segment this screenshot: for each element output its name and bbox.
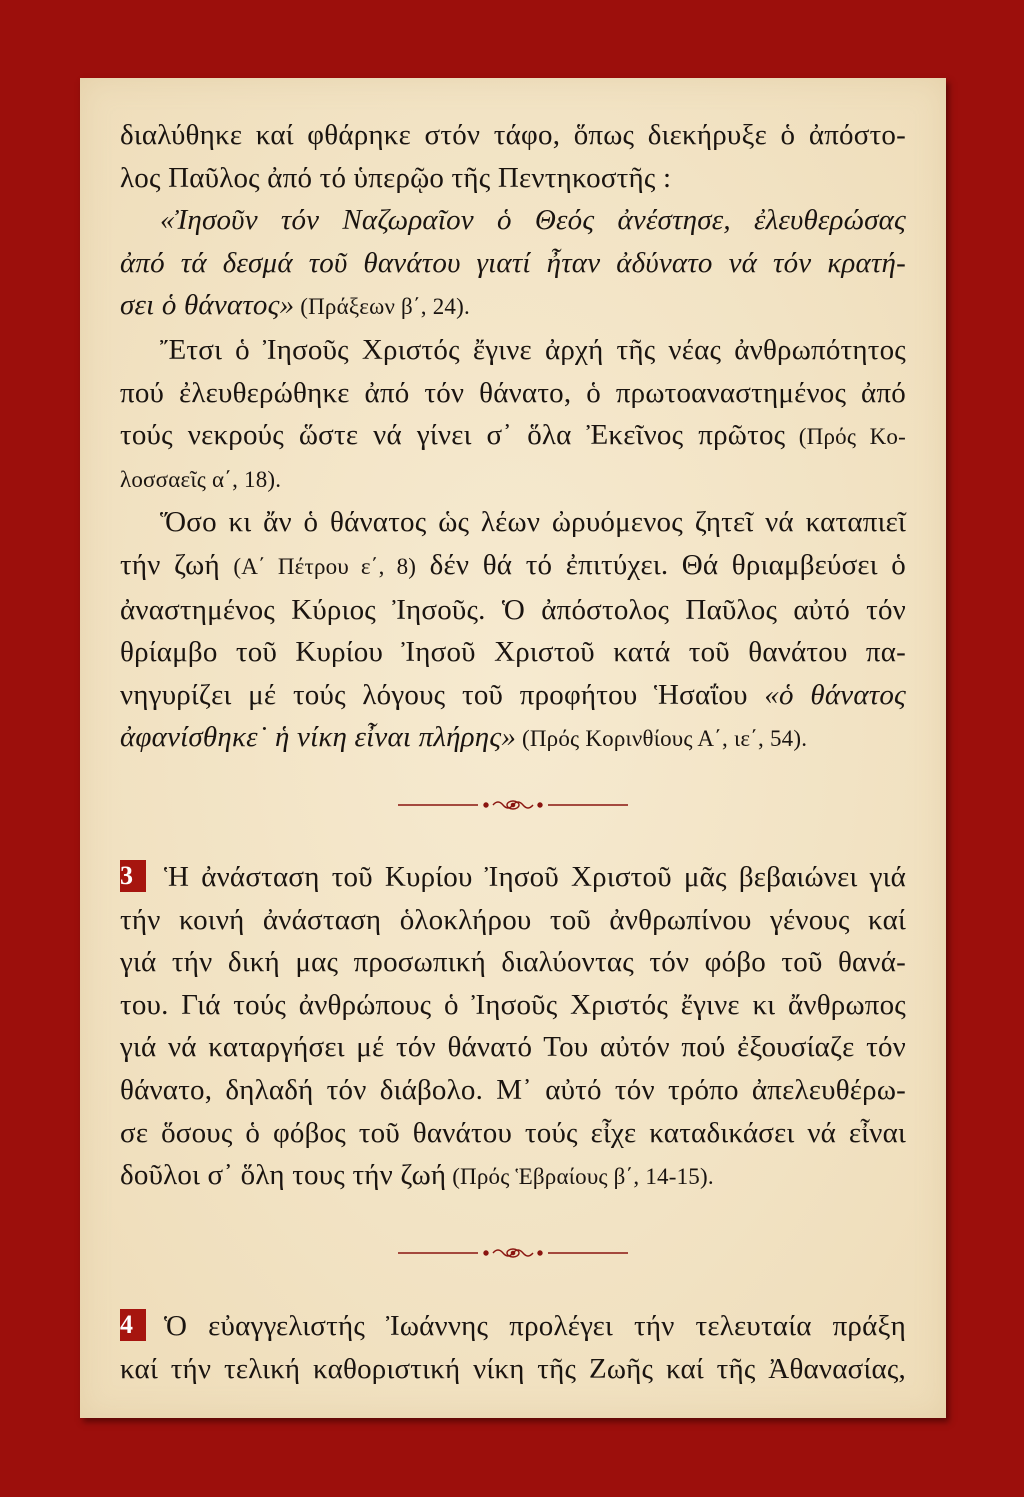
text-line: καί τήν τελική καθοριστική νίκη τῆς Ζωῆς καί τῆς Ἀθανασίας, bbox=[120, 1352, 906, 1385]
text-line: Ὅσο κι ἄν ὁ θάνατος ὡς λέων ὠρυόμενος ζητεῖ νά καταπιεῖ bbox=[160, 506, 906, 539]
scroll-divider-icon bbox=[398, 1245, 628, 1261]
paragraph-section-3 bbox=[120, 856, 906, 1199]
quote-text: σει ὁ θάνατος» bbox=[120, 289, 295, 322]
section-number-badge: 3 bbox=[120, 860, 146, 892]
quote-line: ἀπό τά δεσμά τοῦ θανάτου γιατί ἦταν ἀδύνατο νά τόν κρατή- bbox=[120, 246, 906, 279]
text-line: λος Παῦλος ἀπό τό ὑπερῷο τῆς Πεντηκοστῆς : bbox=[120, 161, 672, 194]
scripture-reference: λοσσαεῖς α΄, 18). bbox=[120, 466, 282, 492]
section-4 bbox=[120, 1305, 906, 1390]
page-panel bbox=[80, 78, 946, 1418]
text-line-with-quote bbox=[120, 674, 906, 717]
text-line: ἀναστημένος Κύριος Ἰησοῦς. Ὁ ἀπόστολος Παῦλος αὐτό τόν bbox=[120, 593, 906, 626]
paragraph-2 bbox=[120, 329, 906, 501]
text-line: θρίαμβο τοῦ Κυρίου Ἰησοῦ Χριστοῦ κατά τοῦ θανάτου πα- bbox=[120, 636, 906, 669]
scripture-reference: (Πράξεων β΄, 24). bbox=[294, 294, 470, 320]
text-line: τήν κοινή ἀνάσταση ὁλοκλήρου τοῦ ἀνθρωπίνου γένους καί bbox=[120, 903, 906, 936]
text-segment: νηγυρίζει μέ τούς λόγους τοῦ προφήτου Ἡσαΐου bbox=[120, 678, 765, 711]
paragraph-continued bbox=[120, 114, 906, 199]
paragraph-3 bbox=[120, 501, 906, 761]
text-line-with-ref bbox=[120, 716, 906, 761]
quote-line: «Ἰησοῦν τόν Ναζωραῖον ὁ Θεός ἀνέστησε, ἐλευθερώσας bbox=[160, 204, 906, 237]
text-line: θάνατο, δηλαδή τόν διάβολο. Μ᾽ αὐτό τόν τρόπο ἀπελευθέρω- bbox=[120, 1073, 906, 1106]
text-block-top bbox=[120, 114, 906, 761]
quote-line-last bbox=[120, 284, 906, 329]
text-line: πού ἐλευθερώθηκε ἀπό τόν θάνατο, ὁ πρωτοαναστημένος ἀπό bbox=[120, 376, 906, 409]
text-line-with-number bbox=[120, 856, 906, 899]
scripture-reference: (Πρός Ἑβραίους β΄, 14-15). bbox=[446, 1164, 714, 1190]
paragraph-quote bbox=[120, 199, 906, 329]
text-line-with-ref bbox=[120, 1154, 906, 1199]
text-line-with-ref bbox=[120, 414, 906, 459]
text-line: γιά νά καταργήσει μέ τόν θάνατό Του αὐτόν πού ἐξουσίαζε τόν bbox=[120, 1031, 906, 1064]
scripture-reference: (Πρός Κορινθίους Α΄, ιε΄, 54). bbox=[516, 726, 808, 752]
section-number-badge: 4 bbox=[120, 1309, 146, 1341]
scripture-reference: (Α΄ Πέτρου ε΄, 8) bbox=[233, 553, 417, 579]
text-line: Ἔτσι ὁ Ἰησοῦς Χριστός ἔγινε ἀρχή τῆς νέας ἀνθρωπότητος bbox=[160, 333, 906, 366]
text-line: διαλύθηκε καί φθάρηκε στόν τάφο, ὅπως διεκήρυξε ὁ ἀπόστο- bbox=[120, 119, 906, 151]
text-segment: δοῦλοι σ᾽ ὅλη τους τήν ζωή bbox=[120, 1159, 447, 1192]
text-segment: Ὁ εὐαγγελιστής Ἰωάννης προλέγει τήν τελευταία πράξη bbox=[164, 1310, 906, 1342]
text-segment: Ἡ ἀνάσταση τοῦ Κυρίου Ἰησοῦ Χριστοῦ μᾶς βεβαιώνει γιά bbox=[164, 861, 906, 893]
text-line: γιά τήν δική μας προσωπική διαλύοντας τόν φόβο τοῦ θανά- bbox=[120, 946, 906, 979]
text-line: του. Γιά τούς ἀνθρώπους ὁ Ἰησοῦς Χριστός ἔγινε κι ἄνθρωπος bbox=[120, 988, 906, 1021]
scripture-reference: (Πρός Κο- bbox=[785, 424, 906, 450]
scroll-divider-icon bbox=[398, 797, 628, 813]
quote-text: ἀφανίσθηκε˙ ἡ νίκη εἶναι πλήρης» bbox=[120, 721, 517, 754]
paragraph-section-4 bbox=[120, 1305, 906, 1390]
text-segment: τούς νεκρούς ὥστε νά γίνει σ᾽ ὅλα Ἐκεῖνος πρῶτος bbox=[120, 419, 786, 452]
section-3 bbox=[120, 856, 906, 1199]
text-line-with-ref bbox=[120, 544, 906, 589]
text-segment: τήν ζωή bbox=[120, 548, 234, 581]
text-segment: δέν θά τό ἐπιτύχει. Θά θριαμβεύσει ὁ bbox=[416, 548, 907, 581]
quote-text: «ὁ θάνατος bbox=[764, 678, 906, 711]
text-line-with-number bbox=[120, 1305, 906, 1348]
text-line: σε ὅσους ὁ φόβος τοῦ θανάτου τούς εἶχε καταδικάσει νά εἶναι bbox=[120, 1116, 906, 1149]
